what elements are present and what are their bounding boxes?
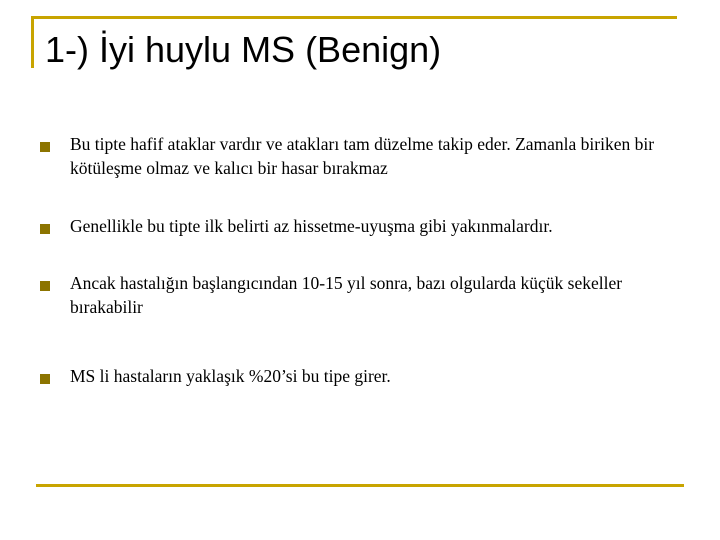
frame-top-line xyxy=(31,16,677,19)
bullet-text: Genellikle bu tipte ilk belirti az hissetme-uyuşma gibi yakınmalardır. xyxy=(70,216,553,236)
square-bullet-icon xyxy=(40,142,50,152)
frame-bottom-line xyxy=(36,484,684,487)
square-bullet-icon xyxy=(40,281,50,291)
bullet-text: Ancak hastalığın başlangıcından 10-15 yıl sonra, bazı olgularda küçük sekeller bırakabilir xyxy=(70,273,623,317)
frame-left-line xyxy=(31,16,34,68)
square-bullet-icon xyxy=(40,224,50,234)
square-bullet-icon xyxy=(40,374,50,384)
bullet-text: Bu tipte hafif ataklar vardır ve atakları tam düzelme takip eder. Zamanla biriken bir kötüleşme olmaz ve kalıcı bir hasar bırakmaz xyxy=(70,134,655,178)
bullet-text: MS li hastaların yaklaşık %20’si bu tipe girer. xyxy=(70,366,391,386)
slide-title: 1-) İyi huylu MS (Benign) xyxy=(45,29,442,70)
